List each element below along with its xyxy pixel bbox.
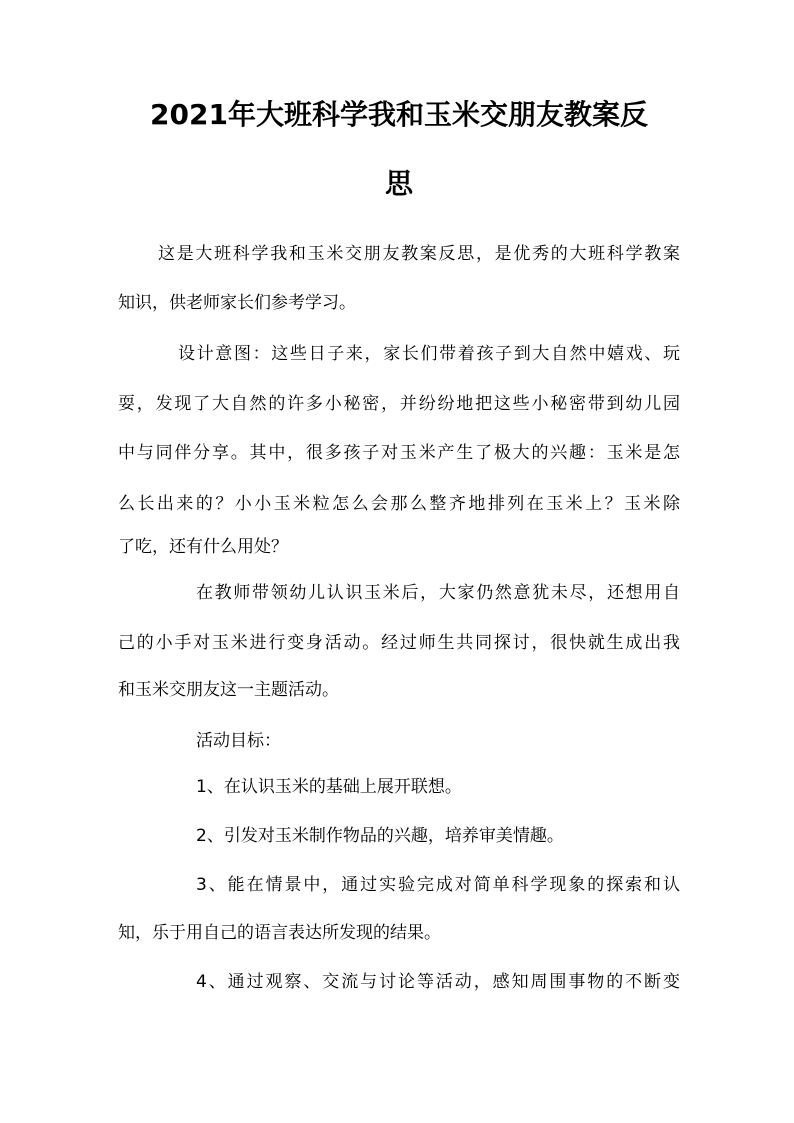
section-heading-objectives: 活动目标： <box>196 731 281 751</box>
paragraph-line: 耍，发现了大自然的许多小秘密，并纷纷地把这些小秘密带到幼儿园 <box>118 394 680 414</box>
paragraph-line: 么长出来的？小小玉米粒怎么会那么整齐地排列在玉米上？玉米除 <box>118 494 680 514</box>
paragraph-line: 这是大班科学我和玉米交朋友教案反思，是优秀的大班科学教案 <box>158 244 680 264</box>
paragraph-line: 在教师带领幼儿认识玉米后，大家仍然意犹未尽，还想用自 <box>196 583 680 603</box>
objective-item-continuation: 知，乐于用自己的语言表达所发现的结果。 <box>118 923 441 943</box>
paragraph-line: 设计意图：这些日子来，家长们带着孩子到大自然中嬉戏、玩 <box>178 344 680 364</box>
objective-item: 1、在认识玉米的基础上展开联想。 <box>196 777 462 797</box>
paragraph-line: 了吃，还有什么用处？ <box>118 537 288 557</box>
paragraph-line: 己的小手对玉米进行变身活动。经过师生共同探讨，很快就生成出我 <box>118 633 680 653</box>
paragraph-line: 知识，供老师家长们参考学习。 <box>118 293 356 313</box>
objective-item: 3、能在情景中，通过实验完成对简单科学现象的探索和认 <box>196 875 680 895</box>
document-title-line-2: 思 <box>384 167 413 200</box>
document-title-line-1: 2021年大班科学我和玉米交朋友教案反 <box>150 98 648 131</box>
objective-item: 4、通过观察、交流与讨论等活动，感知周围事物的不断变 <box>196 972 680 992</box>
paragraph-line: 和玉米交朋友这一主题活动。 <box>118 680 339 700</box>
objective-item: 2、引发对玉米制作物品的兴趣，培养审美情趣。 <box>196 826 564 846</box>
paragraph-line: 中与同伴分享。其中，很多孩子对玉米产生了极大的兴趣：玉米是怎 <box>118 443 680 463</box>
